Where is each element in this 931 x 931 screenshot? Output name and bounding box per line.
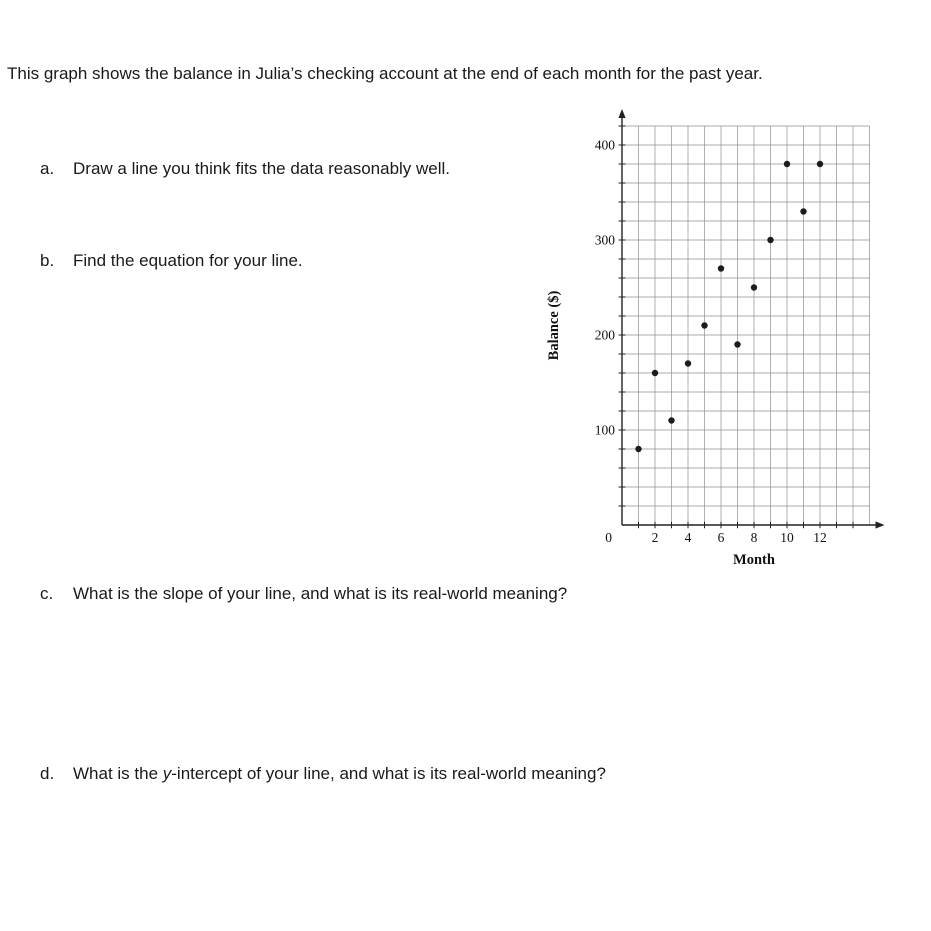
data-point	[668, 417, 674, 423]
data-point	[800, 208, 806, 214]
question-a-text: Draw a line you think fits the data reasonably well.	[73, 159, 451, 178]
data-point	[652, 370, 658, 376]
tick-labels	[595, 138, 827, 546]
question-b-label: b.	[40, 251, 55, 270]
data-point	[767, 237, 773, 243]
balance-scatter-chart	[525, 98, 915, 598]
axes	[622, 117, 877, 525]
svg-text:300: 300	[594, 232, 615, 248]
x-axis-title: Month	[733, 552, 775, 568]
question-d-label: d.	[40, 764, 55, 783]
variable-y: y	[162, 764, 172, 783]
svg-text:4: 4	[684, 530, 692, 545]
question-a	[40, 158, 520, 181]
grid-lines	[622, 126, 870, 525]
question-c-label: c.	[40, 584, 54, 603]
origin-label: 0	[605, 530, 612, 545]
question-d-text: What is the y-intercept of your line, and what is its real-world meaning?	[73, 764, 606, 783]
intro-text: This graph shows the balance in Julia’s checking account at the end of each month for the past year.	[7, 64, 763, 83]
data-point	[685, 360, 691, 366]
data-point	[751, 284, 757, 290]
svg-text:400: 400	[594, 137, 615, 153]
question-d	[40, 763, 760, 786]
question-b	[40, 250, 520, 273]
data-point	[817, 161, 823, 167]
data-points	[635, 161, 823, 452]
svg-text:200: 200	[594, 327, 615, 343]
scatter-plot	[525, 98, 915, 598]
data-point	[734, 341, 740, 347]
svg-text:12: 12	[813, 530, 827, 545]
svg-text:2: 2	[651, 530, 659, 545]
svg-text:100: 100	[594, 422, 615, 438]
data-point	[701, 322, 707, 328]
y-axis-arrow	[618, 109, 625, 118]
svg-text:6: 6	[717, 530, 725, 545]
y-axis-title: Balance ($)	[546, 290, 562, 361]
svg-text:10: 10	[780, 530, 794, 545]
question-c-text: What is the slope of your line, and what is its real-world meaning?	[73, 584, 568, 603]
question-c	[40, 583, 740, 606]
data-point	[635, 446, 641, 452]
data-point	[718, 265, 724, 271]
question-b-text: Find the equation for your line.	[73, 251, 303, 270]
x-axis-arrow	[876, 521, 885, 528]
question-a-label: a.	[40, 159, 55, 178]
svg-text:8: 8	[750, 530, 758, 545]
data-point	[784, 161, 790, 167]
